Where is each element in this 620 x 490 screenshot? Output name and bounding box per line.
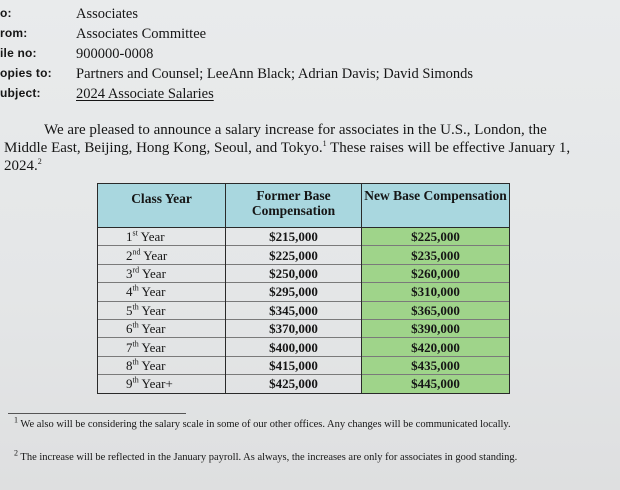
- table-row: [98, 301, 510, 319]
- class-year-word: Year: [138, 284, 166, 300]
- intro-line-3: [4, 157, 604, 175]
- class-year-number: 4: [126, 284, 133, 300]
- footnote-divider: [8, 413, 186, 414]
- former-compensation-cell: $345,000: [226, 301, 362, 319]
- class-year-cell: [98, 356, 226, 374]
- salary-table-header-row: [98, 184, 510, 228]
- new-compensation-cell: $310,000: [362, 283, 510, 301]
- header-former-base: Former Base Compensation: [226, 184, 362, 228]
- footnote-2: [14, 448, 574, 464]
- table-row: [98, 319, 510, 337]
- new-compensation-cell: $260,000: [362, 264, 510, 282]
- class-year-suffix: th: [132, 339, 139, 349]
- class-year-cell: [98, 319, 226, 337]
- class-year-cell: [98, 283, 226, 301]
- footnote-2-mark: 2: [14, 448, 18, 458]
- class-year-suffix: th: [132, 320, 139, 330]
- class-year-suffix: nd: [132, 247, 141, 257]
- copies-to-label: opies to:: [0, 66, 52, 80]
- class-year-cell: [98, 246, 226, 264]
- former-compensation-cell: $215,000: [226, 228, 362, 246]
- class-year-suffix: th: [132, 357, 139, 367]
- class-year-suffix: th: [132, 302, 139, 312]
- class-year-word: Year+: [138, 376, 173, 392]
- footnote-ref-1: 1: [322, 139, 327, 148]
- class-year-cell: [98, 338, 226, 356]
- new-compensation-cell: $445,000: [362, 375, 510, 393]
- to-value: Associates: [76, 6, 139, 22]
- intro-line-2b: These raises will be effective January 1,: [326, 140, 571, 156]
- class-year-word: Year: [139, 265, 166, 281]
- footnote-2-text: The increase will be reflected in the January payroll. As always, the increases are only for associates in good standing.: [18, 452, 518, 463]
- table-row: [98, 356, 510, 374]
- subject-label: ubject:: [0, 86, 41, 100]
- file-no-value: 900000-0008: [76, 46, 154, 62]
- class-year-suffix: st: [132, 228, 138, 238]
- footnote-1-text: We also will be considering the salary scale in some of our other offices. Any changes will be communicated locally.: [18, 419, 511, 430]
- class-year-cell: [98, 228, 226, 246]
- class-year-word: Year: [138, 302, 166, 318]
- class-year-number: 3: [126, 265, 133, 281]
- header-class-year: Class Year: [98, 184, 226, 228]
- footnote-1-mark: 1: [14, 415, 18, 425]
- intro-line-2a: Middle East, Beijing, Hong Kong, Seoul, and Tokyo.: [4, 140, 323, 156]
- class-year-number: 2: [126, 247, 133, 263]
- table-row: [98, 338, 510, 356]
- former-compensation-cell: $250,000: [226, 264, 362, 282]
- intro-line-1: We are pleased to announce a salary increase for associates in the U.S., London, the: [44, 122, 547, 138]
- footnote-1: [14, 415, 574, 431]
- class-year-suffix: rd: [132, 265, 140, 275]
- copies-to-value: Partners and Counsel; LeeAnn Black; Adrian Davis; David Simonds: [76, 66, 474, 82]
- new-compensation-cell: $235,000: [362, 246, 510, 264]
- class-year-cell: [98, 375, 226, 393]
- intro-line-2: [4, 139, 604, 157]
- class-year-cell: [98, 301, 226, 319]
- former-compensation-cell: $295,000: [226, 283, 362, 301]
- former-compensation-cell: $425,000: [226, 375, 362, 393]
- table-row: [98, 264, 510, 282]
- former-compensation-cell: $400,000: [226, 338, 362, 356]
- file-no-label: ile no:: [0, 46, 37, 60]
- class-year-word: Year: [138, 339, 166, 355]
- table-row: [98, 228, 510, 246]
- class-year-number: 6: [126, 321, 133, 337]
- class-year-word: Year: [138, 321, 166, 337]
- class-year-word: Year: [137, 229, 165, 245]
- class-year-number: 5: [126, 302, 133, 318]
- class-year-word: Year: [140, 247, 168, 263]
- from-value: Associates Committee: [76, 26, 207, 42]
- from-label: rom:: [0, 26, 28, 40]
- class-year-word: Year: [138, 357, 166, 373]
- former-compensation-cell: $370,000: [226, 319, 362, 337]
- new-compensation-cell: $420,000: [362, 338, 510, 356]
- to-label: o:: [0, 6, 12, 20]
- class-year-number: 7: [126, 339, 133, 355]
- new-compensation-cell: $390,000: [362, 319, 510, 337]
- footnote-ref-2: 2: [37, 157, 42, 166]
- class-year-cell: [98, 264, 226, 282]
- table-row: [98, 375, 510, 393]
- class-year-number: 1: [126, 229, 133, 245]
- header-new-base: New Base Compensation: [362, 184, 510, 228]
- former-compensation-cell: $415,000: [226, 356, 362, 374]
- class-year-suffix: th: [132, 375, 139, 385]
- new-compensation-cell: $435,000: [362, 356, 510, 374]
- subject-value: 2024 Associate Salaries: [76, 86, 214, 102]
- new-compensation-cell: $225,000: [362, 228, 510, 246]
- table-row: [98, 246, 510, 264]
- class-year-suffix: th: [132, 284, 139, 294]
- former-compensation-cell: $225,000: [226, 246, 362, 264]
- class-year-number: 9: [126, 376, 133, 392]
- intro-line-3-text: 2024.: [4, 158, 38, 174]
- intro-paragraph: [4, 121, 604, 175]
- new-compensation-cell: $365,000: [362, 301, 510, 319]
- salary-table: [97, 183, 510, 394]
- table-row: [98, 283, 510, 301]
- class-year-number: 8: [126, 357, 133, 373]
